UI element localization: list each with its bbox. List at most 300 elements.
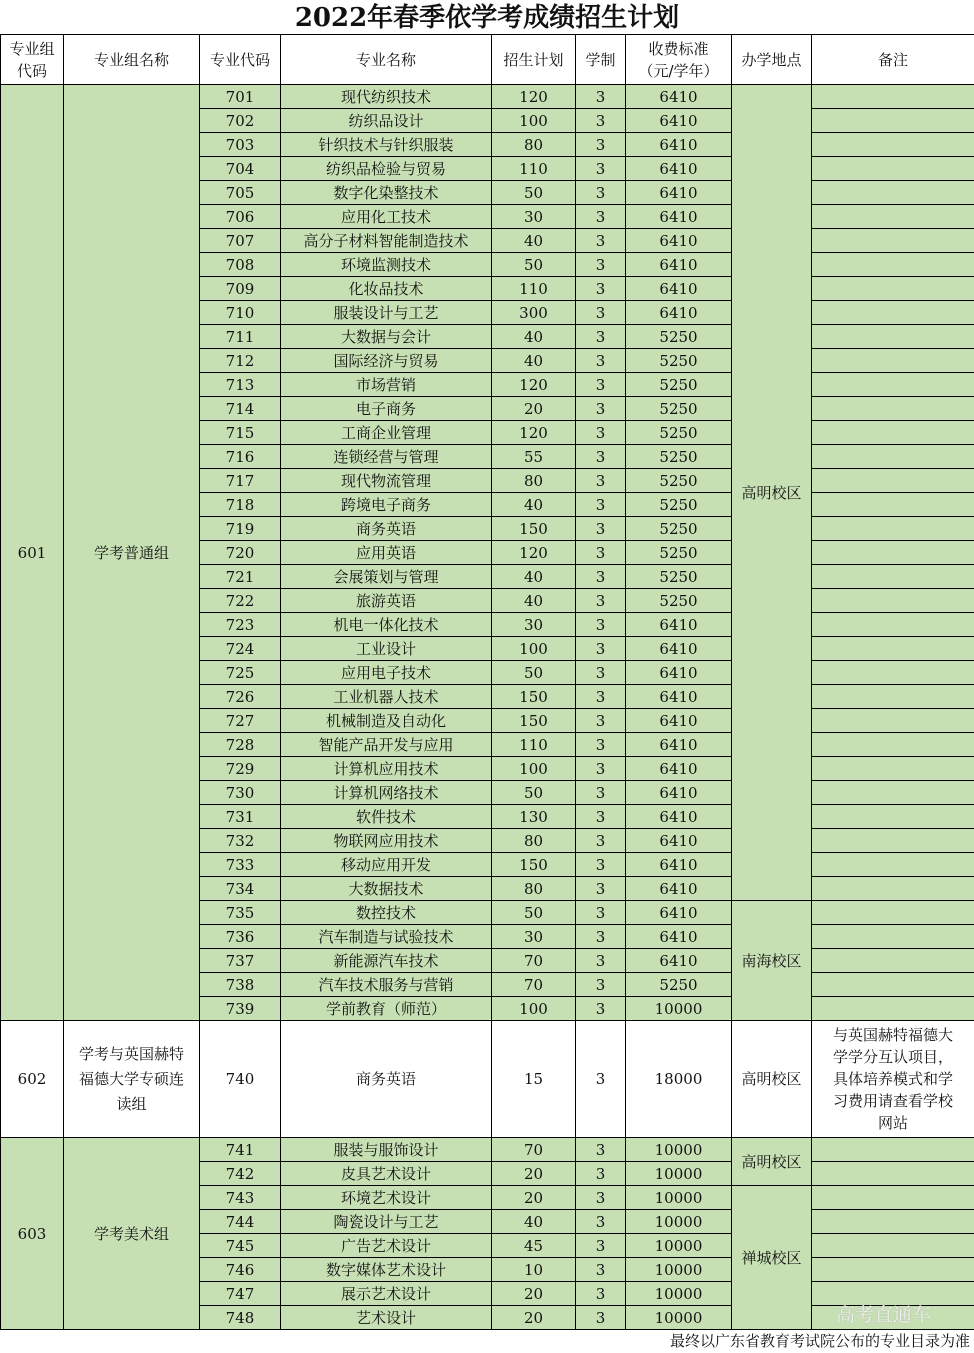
- major-name-cell: 环境艺术设计: [281, 1186, 492, 1210]
- note-line: 具体培养模式和学: [832, 1070, 953, 1088]
- group-name-line: 学考与英国赫特: [78, 1044, 184, 1063]
- note-cell: [812, 1138, 974, 1162]
- years-cell: 3: [576, 541, 626, 565]
- plan-cell: 50: [492, 661, 576, 685]
- fee-cell: 6410: [626, 685, 732, 709]
- note-cell: [812, 421, 974, 445]
- years-cell: 3: [576, 349, 626, 373]
- group-name-cell: [64, 1021, 200, 1138]
- plan-cell: 20: [492, 1162, 576, 1186]
- note-cell: [812, 1210, 974, 1234]
- note-cell: [812, 1162, 974, 1186]
- years-cell: 3: [576, 1186, 626, 1210]
- major-name-cell: 数控技术: [281, 901, 492, 925]
- major-code-cell: 731: [200, 805, 281, 829]
- major-name-cell: 会展策划与管理: [281, 565, 492, 589]
- years-cell: 3: [576, 85, 626, 109]
- major-code-cell: 706: [200, 205, 281, 229]
- major-code-cell: 701: [200, 85, 281, 109]
- major-code-cell: 743: [200, 1186, 281, 1210]
- plan-cell: 40: [492, 1210, 576, 1234]
- major-name-cell: 新能源汽车技术: [281, 949, 492, 973]
- years-cell: 3: [576, 925, 626, 949]
- major-code-cell: 717: [200, 469, 281, 493]
- note-cell: [812, 205, 974, 229]
- fee-cell: 10000: [626, 1162, 732, 1186]
- note-cell: [812, 877, 974, 901]
- major-code-cell: 719: [200, 517, 281, 541]
- major-name-cell: 环境监测技术: [281, 253, 492, 277]
- enrollment-plan-table: [0, 34, 974, 1330]
- fee-cell: 6410: [626, 901, 732, 925]
- plan-cell: 150: [492, 709, 576, 733]
- fee-cell: 5250: [626, 517, 732, 541]
- years-cell: 3: [576, 181, 626, 205]
- plan-cell: 150: [492, 853, 576, 877]
- fee-cell: 5250: [626, 589, 732, 613]
- major-code-cell: 732: [200, 829, 281, 853]
- years-cell: 3: [576, 397, 626, 421]
- years-cell: 3: [576, 829, 626, 853]
- table-row: [1, 1021, 974, 1138]
- note-cell: [812, 85, 974, 109]
- fee-cell: 5250: [626, 445, 732, 469]
- fee-cell: 6410: [626, 757, 732, 781]
- plan-cell: 40: [492, 493, 576, 517]
- note-cell: [812, 709, 974, 733]
- note-cell: [812, 157, 974, 181]
- note-cell: [812, 733, 974, 757]
- years-cell: 3: [576, 277, 626, 301]
- note-line: 学学分互认项目，: [832, 1048, 953, 1066]
- plan-cell: 120: [492, 541, 576, 565]
- major-code-cell: 724: [200, 637, 281, 661]
- note-cell: [812, 349, 974, 373]
- watermark: 高考直通车: [836, 1304, 932, 1326]
- major-code-cell: 747: [200, 1282, 281, 1306]
- years-cell: 3: [576, 205, 626, 229]
- major-name-cell: 物联网应用技术: [281, 829, 492, 853]
- note-cell: [812, 277, 974, 301]
- plan-cell: 20: [492, 1306, 576, 1330]
- major-name-cell: 商务英语: [281, 1021, 492, 1138]
- header-group-code-line1: 专业组: [9, 39, 55, 58]
- major-name-cell: 高分子材料智能制造技术: [281, 229, 492, 253]
- plan-cell: 120: [492, 373, 576, 397]
- note-cell: [812, 325, 974, 349]
- major-name-cell: 市场营销: [281, 373, 492, 397]
- page-title: 2022年春季依学考成绩招生计划: [294, 3, 680, 33]
- plan-cell: 80: [492, 469, 576, 493]
- table-row: [1, 85, 974, 109]
- plan-cell: 45: [492, 1234, 576, 1258]
- fee-cell: 6410: [626, 85, 732, 109]
- major-code-cell: 722: [200, 589, 281, 613]
- fee-cell: 5250: [626, 541, 732, 565]
- fee-cell: 6410: [626, 277, 732, 301]
- note-cell: [812, 373, 974, 397]
- plan-cell: 110: [492, 733, 576, 757]
- plan-cell: 15: [492, 1021, 576, 1138]
- years-cell: 3: [576, 1210, 626, 1234]
- major-name-cell: 艺术设计: [281, 1306, 492, 1330]
- major-name-cell: 数字媒体艺术设计: [281, 1258, 492, 1282]
- note-cell: [812, 469, 974, 493]
- plan-cell: 100: [492, 109, 576, 133]
- plan-cell: 130: [492, 805, 576, 829]
- years-cell: 3: [576, 661, 626, 685]
- years-cell: 3: [576, 109, 626, 133]
- major-code-cell: 744: [200, 1210, 281, 1234]
- plan-cell: 50: [492, 901, 576, 925]
- campus-cell: 高明校区: [732, 85, 812, 901]
- note-cell: [812, 1234, 974, 1258]
- plan-cell: 120: [492, 421, 576, 445]
- note-cell: [812, 541, 974, 565]
- major-name-cell: 电子商务: [281, 397, 492, 421]
- header-group-name: 专业组名称: [64, 35, 200, 85]
- plan-cell: 80: [492, 133, 576, 157]
- note-cell: [812, 853, 974, 877]
- years-cell: 3: [576, 733, 626, 757]
- note-cell: [812, 1186, 974, 1210]
- years-cell: 3: [576, 685, 626, 709]
- years-cell: 3: [576, 973, 626, 997]
- major-name-cell: 计算机应用技术: [281, 757, 492, 781]
- plan-cell: 70: [492, 1138, 576, 1162]
- fee-cell: 10000: [626, 1138, 732, 1162]
- major-code-cell: 736: [200, 925, 281, 949]
- major-code-cell: 713: [200, 373, 281, 397]
- note-cell: [812, 1258, 974, 1282]
- fee-cell: 5250: [626, 349, 732, 373]
- major-name-cell: 服装与服饰设计: [281, 1138, 492, 1162]
- plan-cell: 50: [492, 181, 576, 205]
- major-name-cell: 针织技术与针织服装: [281, 133, 492, 157]
- campus-cell: 南海校区: [732, 901, 812, 1021]
- years-cell: 3: [576, 1234, 626, 1258]
- plan-cell: 30: [492, 613, 576, 637]
- major-code-cell: 712: [200, 349, 281, 373]
- years-cell: 3: [576, 133, 626, 157]
- major-name-cell: 跨境电子商务: [281, 493, 492, 517]
- major-name-cell: 商务英语: [281, 517, 492, 541]
- plan-cell: 40: [492, 349, 576, 373]
- group-name-line: 读组: [116, 1094, 147, 1113]
- header-campus: 办学地点: [732, 35, 812, 85]
- years-cell: 3: [576, 1021, 626, 1138]
- plan-cell: 40: [492, 229, 576, 253]
- major-code-cell: 737: [200, 949, 281, 973]
- major-code-cell: 727: [200, 709, 281, 733]
- plan-cell: 30: [492, 925, 576, 949]
- major-code-cell: 735: [200, 901, 281, 925]
- major-code-cell: 710: [200, 301, 281, 325]
- note-cell: [812, 301, 974, 325]
- major-code-cell: 728: [200, 733, 281, 757]
- major-name-cell: 大数据技术: [281, 877, 492, 901]
- note-cell: [812, 397, 974, 421]
- plan-cell: 55: [492, 445, 576, 469]
- header-plan: 招生计划: [492, 35, 576, 85]
- major-code-cell: 748: [200, 1306, 281, 1330]
- years-cell: 3: [576, 373, 626, 397]
- note-cell: [812, 613, 974, 637]
- years-cell: 3: [576, 325, 626, 349]
- fee-cell: 18000: [626, 1021, 732, 1138]
- note-cell: [812, 757, 974, 781]
- note-cell: [812, 253, 974, 277]
- major-code-cell: 733: [200, 853, 281, 877]
- note-cell: [812, 493, 974, 517]
- plan-cell: 80: [492, 829, 576, 853]
- group-name-cell: 学考普通组: [64, 85, 200, 1021]
- table-body: [1, 85, 974, 1330]
- major-name-cell: 化妆品技术: [281, 277, 492, 301]
- fee-cell: 6410: [626, 181, 732, 205]
- plan-cell: 40: [492, 325, 576, 349]
- fee-cell: 6410: [626, 613, 732, 637]
- major-name-cell: 皮具艺术设计: [281, 1162, 492, 1186]
- campus-cell: 高明校区: [732, 1138, 812, 1186]
- note-line: 与英国赫特福德大: [832, 1026, 953, 1044]
- note-cell: [812, 685, 974, 709]
- years-cell: 3: [576, 565, 626, 589]
- major-name-cell: 大数据与会计: [281, 325, 492, 349]
- note-cell: [812, 181, 974, 205]
- major-name-cell: 软件技术: [281, 805, 492, 829]
- years-cell: 3: [576, 301, 626, 325]
- major-name-cell: 工业机器人技术: [281, 685, 492, 709]
- header-fee-line2: （元/学年）: [638, 61, 719, 80]
- fee-cell: 6410: [626, 709, 732, 733]
- major-code-cell: 745: [200, 1234, 281, 1258]
- fee-cell: 6410: [626, 157, 732, 181]
- major-name-cell: 计算机网络技术: [281, 781, 492, 805]
- major-name-cell: 应用化工技术: [281, 205, 492, 229]
- major-name-cell: 汽车技术服务与营销: [281, 973, 492, 997]
- major-code-cell: 723: [200, 613, 281, 637]
- plan-cell: 20: [492, 1186, 576, 1210]
- note-cell: [812, 1021, 974, 1138]
- years-cell: 3: [576, 781, 626, 805]
- major-name-cell: 汽车制造与试验技术: [281, 925, 492, 949]
- years-cell: 3: [576, 229, 626, 253]
- years-cell: 3: [576, 877, 626, 901]
- major-name-cell: 智能产品开发与应用: [281, 733, 492, 757]
- plan-cell: 100: [492, 757, 576, 781]
- plan-cell: 300: [492, 301, 576, 325]
- major-name-cell: 应用英语: [281, 541, 492, 565]
- note-cell: [812, 805, 974, 829]
- fee-cell: 6410: [626, 637, 732, 661]
- note-cell: [812, 997, 974, 1021]
- years-cell: 3: [576, 853, 626, 877]
- years-cell: 3: [576, 493, 626, 517]
- major-name-cell: 纺织品检验与贸易: [281, 157, 492, 181]
- plan-cell: 100: [492, 637, 576, 661]
- fee-cell: 6410: [626, 949, 732, 973]
- major-name-cell: 旅游英语: [281, 589, 492, 613]
- header-fee: [626, 35, 732, 85]
- group-code-cell: 601: [1, 85, 64, 1021]
- fee-cell: 6410: [626, 733, 732, 757]
- plan-cell: 150: [492, 685, 576, 709]
- plan-cell: 20: [492, 1282, 576, 1306]
- major-code-cell: 715: [200, 421, 281, 445]
- fee-cell: 10000: [626, 1186, 732, 1210]
- fee-cell: 6410: [626, 925, 732, 949]
- major-code-cell: 716: [200, 445, 281, 469]
- major-name-cell: 国际经济与贸易: [281, 349, 492, 373]
- plan-cell: 50: [492, 781, 576, 805]
- plan-cell: 110: [492, 157, 576, 181]
- fee-cell: 5250: [626, 493, 732, 517]
- fee-cell: 6410: [626, 853, 732, 877]
- header-note: 备注: [812, 35, 974, 85]
- fee-cell: 5250: [626, 325, 732, 349]
- note-cell: [812, 925, 974, 949]
- major-code-cell: 703: [200, 133, 281, 157]
- years-cell: 3: [576, 445, 626, 469]
- major-code-cell: 707: [200, 229, 281, 253]
- major-name-cell: 陶瓷设计与工艺: [281, 1210, 492, 1234]
- group-name-cell: 学考美术组: [64, 1138, 200, 1330]
- years-cell: 3: [576, 421, 626, 445]
- years-cell: 3: [576, 997, 626, 1021]
- note-cell: [812, 589, 974, 613]
- note-line: 习费用请查看学校: [832, 1092, 953, 1110]
- note-cell: [812, 445, 974, 469]
- years-cell: 3: [576, 253, 626, 277]
- major-name-cell: 机械制造及自动化: [281, 709, 492, 733]
- fee-cell: 10000: [626, 1306, 732, 1330]
- years-cell: 3: [576, 1138, 626, 1162]
- years-cell: 3: [576, 757, 626, 781]
- major-name-cell: 工业设计: [281, 637, 492, 661]
- fee-cell: 10000: [626, 997, 732, 1021]
- campus-cell: 禅城校区: [732, 1186, 812, 1330]
- group-code-cell: 602: [1, 1021, 64, 1138]
- major-code-cell: 711: [200, 325, 281, 349]
- fee-cell: 6410: [626, 829, 732, 853]
- major-name-cell: 工商企业管理: [281, 421, 492, 445]
- note-cell: [812, 133, 974, 157]
- major-code-cell: 734: [200, 877, 281, 901]
- major-code-cell: 718: [200, 493, 281, 517]
- fee-cell: 5250: [626, 565, 732, 589]
- note-cell: [812, 973, 974, 997]
- footer-note: 最终以广东省教育考试院公布的专业目录为准: [669, 1332, 970, 1350]
- major-name-cell: 广告艺术设计: [281, 1234, 492, 1258]
- major-code-cell: 746: [200, 1258, 281, 1282]
- major-code-cell: 729: [200, 757, 281, 781]
- years-cell: 3: [576, 1162, 626, 1186]
- plan-cell: 10: [492, 1258, 576, 1282]
- major-code-cell: 705: [200, 181, 281, 205]
- note-cell: [812, 829, 974, 853]
- note-cell: [812, 565, 974, 589]
- note-line: 网站: [877, 1114, 908, 1132]
- fee-cell: 6410: [626, 109, 732, 133]
- fee-cell: 6410: [626, 253, 732, 277]
- years-cell: 3: [576, 1282, 626, 1306]
- major-code-cell: 721: [200, 565, 281, 589]
- fee-cell: 6410: [626, 205, 732, 229]
- major-code-cell: 704: [200, 157, 281, 181]
- major-name-cell: 移动应用开发: [281, 853, 492, 877]
- plan-cell: 100: [492, 997, 576, 1021]
- plan-cell: 110: [492, 277, 576, 301]
- major-name-cell: 数字化染整技术: [281, 181, 492, 205]
- header-group-code: [1, 35, 64, 85]
- major-code-cell: 714: [200, 397, 281, 421]
- header-group-code-line2: 代码: [16, 61, 47, 80]
- major-name-cell: 现代纺织技术: [281, 85, 492, 109]
- years-cell: 3: [576, 901, 626, 925]
- major-code-cell: 720: [200, 541, 281, 565]
- major-code-cell: 741: [200, 1138, 281, 1162]
- note-cell: [812, 229, 974, 253]
- fee-cell: 10000: [626, 1282, 732, 1306]
- major-code-cell: 725: [200, 661, 281, 685]
- plan-cell: 20: [492, 397, 576, 421]
- major-code-cell: 726: [200, 685, 281, 709]
- years-cell: 3: [576, 517, 626, 541]
- major-name-cell: 展示艺术设计: [281, 1282, 492, 1306]
- major-name-cell: 连锁经营与管理: [281, 445, 492, 469]
- plan-cell: 80: [492, 877, 576, 901]
- header-years: 学制: [576, 35, 626, 85]
- years-cell: 3: [576, 157, 626, 181]
- plan-cell: 40: [492, 565, 576, 589]
- note-cell: [812, 661, 974, 685]
- fee-cell: 6410: [626, 805, 732, 829]
- major-code-cell: 702: [200, 109, 281, 133]
- years-cell: 3: [576, 637, 626, 661]
- major-name-cell: 现代物流管理: [281, 469, 492, 493]
- plan-cell: 50: [492, 253, 576, 277]
- note-cell: [812, 949, 974, 973]
- fee-cell: 5250: [626, 397, 732, 421]
- fee-cell: 6410: [626, 229, 732, 253]
- header-major-name: 专业名称: [281, 35, 492, 85]
- plan-cell: 30: [492, 205, 576, 229]
- note-cell: [812, 781, 974, 805]
- header-row: [1, 35, 974, 85]
- major-name-cell: 纺织品设计: [281, 109, 492, 133]
- header-major-code: 专业代码: [200, 35, 281, 85]
- major-name-cell: 应用电子技术: [281, 661, 492, 685]
- fee-cell: 10000: [626, 1234, 732, 1258]
- note-cell: [812, 901, 974, 925]
- years-cell: 3: [576, 589, 626, 613]
- years-cell: 3: [576, 1306, 626, 1330]
- group-name-line: 福德大学专硕连: [78, 1069, 184, 1088]
- major-code-cell: 709: [200, 277, 281, 301]
- years-cell: 3: [576, 709, 626, 733]
- plan-cell: 70: [492, 949, 576, 973]
- major-name-cell: 服装设计与工艺: [281, 301, 492, 325]
- fee-cell: 5250: [626, 469, 732, 493]
- major-code-cell: 738: [200, 973, 281, 997]
- major-name-cell: 机电一体化技术: [281, 613, 492, 637]
- fee-cell: 5250: [626, 421, 732, 445]
- header-fee-line1: 收费标准: [648, 39, 709, 58]
- note-cell: [812, 517, 974, 541]
- major-code-cell: 742: [200, 1162, 281, 1186]
- group-code-cell: 603: [1, 1138, 64, 1330]
